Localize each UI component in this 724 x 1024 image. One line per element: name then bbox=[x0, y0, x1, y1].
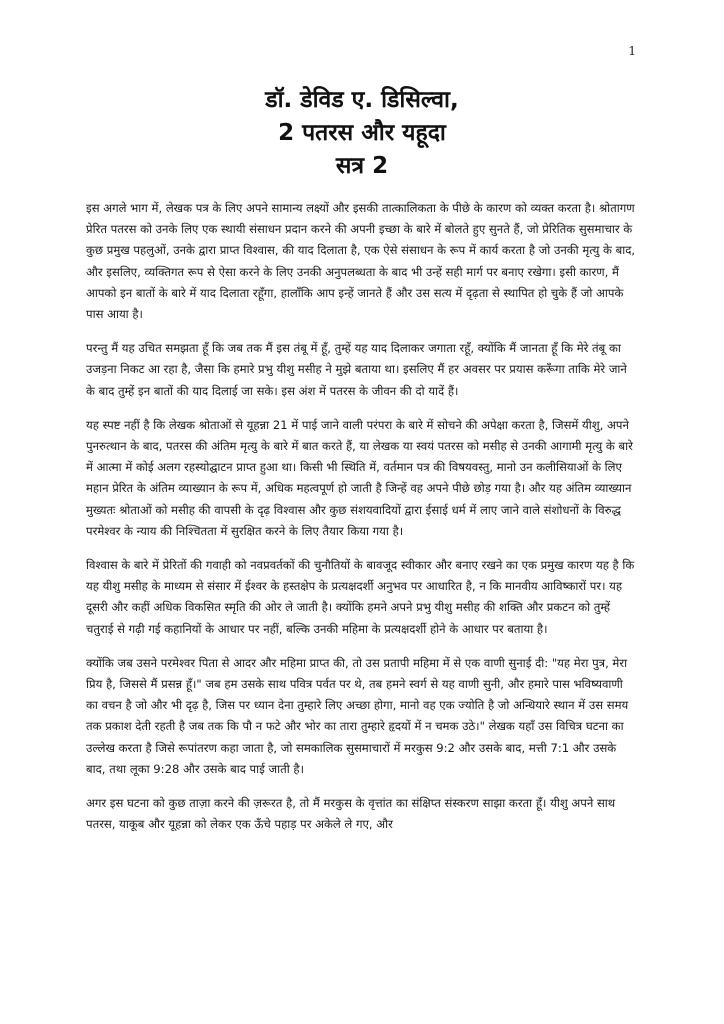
paragraph: अगर इस घटना को कुछ ताज़ा करने की ज़रूरत है, तो मैं मरकुस के वृत्तांत का संक्षिप्त संस्करण साझा करता हूँ। यीशु अपने साथ पतरस, याकूब और यूहन्ना को लेकर एक ऊँचे पहाड़ पर अकेले ले गए, और bbox=[86, 796, 616, 832]
paragraph: परन्तु मैं यह उचित समझता हूँ कि जब तक मैं इस तंबू में हूँ, तुम्हें यह याद दिलाकर जगाता रहूँ, क्योंकि मैं जानता हूँ कि मेरे तंबू का उजड़ना निकट आ रहा है, जैसा कि हमारे प्रभु यीशु मसीह ने मुझे बताया था। इसलिए मैं हर अवसर पर प्रयास करूँगा ताकि मेरे जाने के बाद तुम्हें इन बातों की याद दिलाई जा सके। इस अंश में पतरस के जीवन की दो यादें हैं। bbox=[86, 341, 627, 398]
paragraph: यह स्पष्ट नहीं है कि लेखक श्रोताओं से यूहन्ना 21 में पाई जाने वाली परंपरा के बारे में सोचने की अपेक्षा करता है, जिसमें यीशु, अपने पुनरुत्थान के बाद, पतरस की अंतिम मृत्यु के बारे में बात करते हैं, या लेखक या स्वयं पतरस को मसीह से उनकी आगामी मृत्यु के बारे में आत्मा में कोई अलग रहस्योद्घाटन प्राप्त हुआ था। किसी भी स्थिति में, वर्तमान पत्र की विषयवस्तु, मानो उन कलीसियाओं के लिए महान प्रेरित के अंतिम व्याख्यान के रूप में, अधिक महत्वपूर्ण हो जाती है जिन्हें वह अपने पीछे छोड़ गया है। और यह अंतिम व्याख्यान मुख्यतः श्रोताओं को मसीह की वापसी के दृढ़ विश्वास और कुछ संशयवादियों द्वारा ईसाई धर्म में लाए जाने वाले संशोधनों के विरुद्ध परमेश्वर के न्याय की निश्चितता में सुरक्षित करने के लिए तैयार किया गया है। bbox=[86, 417, 633, 538]
body-text bbox=[86, 198, 638, 848]
title-book: 2 पतरस और यहूदा bbox=[278, 120, 446, 146]
title-session: सत्र 2 bbox=[335, 153, 389, 179]
paragraph: विश्वास के बारे में प्रेरितों की गवाही को नवप्रवर्तकों की चुनौतियों के बावजूद स्वीकार और बनाए रखने का एक प्रमुख कारण यह है कि यह यीशु मसीह के माध्यम से संसार में ईश्वर के हस्तक्षेप के प्रत्यक्षदर्शी अनुभव पर आधारित है, न कि मानवीय आविष्कारों पर। यह दूसरी और कहीं अधिक विकसित स्मृति की ओर ले जाती है। क्योंकि हमने अपने प्रभु यीशु मसीह की शक्ति और प्रकटन को तुम्हें चतुराई से गढ़ी गई कहानियों के आधार पर नहीं, बल्कि उनकी महिमा के प्रत्यक्षदर्शी होने के आधार पर बताया है। bbox=[86, 558, 635, 636]
title-block bbox=[0, 84, 724, 183]
paragraph: क्योंकि जब उसने परमेश्वर पिता से आदर और महिमा प्राप्त की, तो उस प्रतापी महिमा में से एक वाणी सुनाई दी: "यह मेरा पुत्र, मेरा प्रिय है, जिससे मैं प्रसन्न हूँ।" जब हम उसके साथ पवित्र पर्वत पर थे, तब हमने स्वर्ग से यह वाणी सुनी, और हमारे पास भविष्यवाणी का वचन है जो और भी दृढ़ है, जिस पर ध्यान देना तुम्हारे लिए अच्छा होगा, मानो वह एक ज्योति है जो अन्धियारे स्थान में उस समय तक प्रकाश देती रहती है जब तक कि पौ न फटे और भोर का तारा तुम्हारे हृदयों में न चमक उठे।" लेखक यहाँ उस विचित्र घटना का उल्लेख करता है जिसे रूपांतरण कहा जाता है, जो समकालिक सुसमाचारों में मरकुस 9:2 और उसके बाद, मत्ती 7:1 और उसके बाद, तथा लूका 9:28 और उसके बाद पाई जाती है। bbox=[86, 655, 629, 776]
title-author: डॉ. डेविड ए. डिसिल्वा, bbox=[265, 87, 459, 113]
page-number: 1 bbox=[628, 44, 636, 58]
paragraph: इस अगले भाग में, लेखक पत्र के लिए अपने सामान्य लक्ष्यों और इसकी तात्कालिकता के पीछे के कारण को व्यक्त करता है। श्रोतागण प्रेरित पतरस को उनके लिए एक स्थायी संसाधन प्रदान करने की अपनी इच्छा के बारे में बोलते हुए सुनते हैं, जो प्रेरितिक सुसमाचार के कुछ प्रमुख पहलुओं, उनके द्वारा प्राप्त विश्वास, की याद दिलाता है, एक ऐसे संसाधन के रूप में कार्य करता है जो उनकी मृत्यु के बाद, और इसलिए, व्यक्तिगत रूप से ऐसा करने के लिए उनकी अनुपलब्धता के बाद भी उन्हें सही मार्ग पर बनाए रखेगा। इसी कारण, मैं आपको इन बातों के बारे में याद दिलाता रहूँगा, हालाँकि आप इन्हें जानते हैं और उस सत्य में दृढ़ता से स्थापित हो चुके हैं जो आपके पास आया है। bbox=[86, 201, 636, 322]
